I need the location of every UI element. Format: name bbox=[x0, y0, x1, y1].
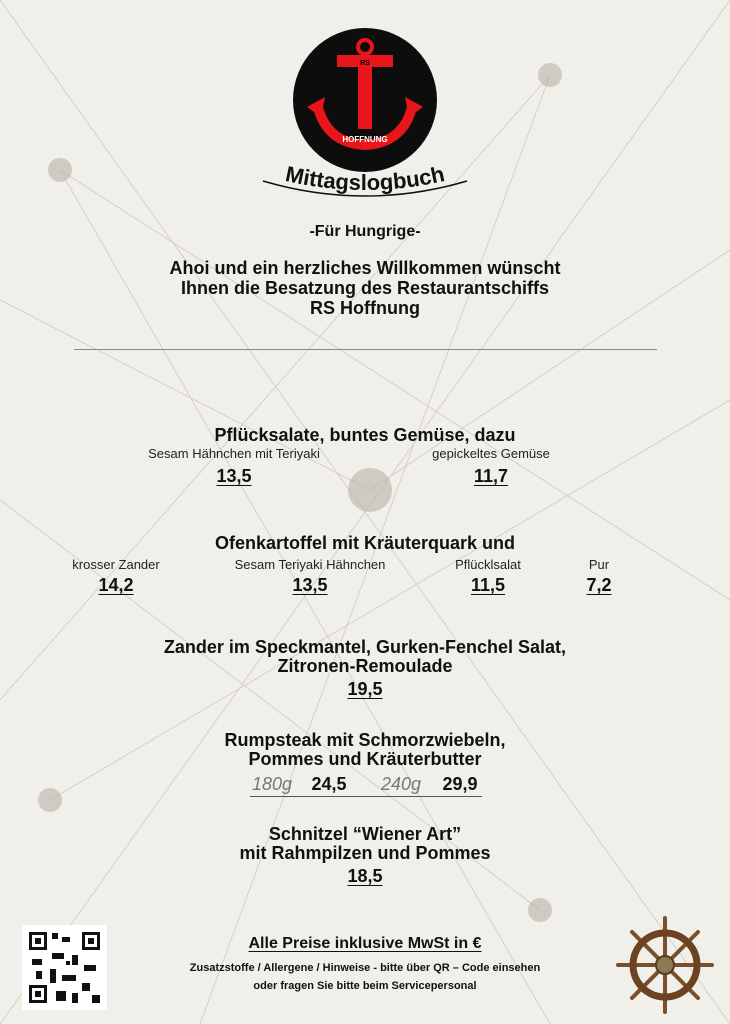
option-price: 13,5 bbox=[216, 466, 252, 486]
vat-notice: Alle Preise inklusive MwSt in € bbox=[248, 935, 482, 952]
option-price: 29,9 bbox=[442, 774, 478, 794]
menu-title: Mittagslogbuch bbox=[283, 161, 447, 196]
dish-price: 19,5 bbox=[347, 679, 383, 699]
dish-price: 18,5 bbox=[347, 866, 383, 886]
divider bbox=[74, 349, 657, 350]
section-zander-title: Zander im Speckmantel, Gurken-Fenchel Salat, Zitronen-Remoulade bbox=[163, 637, 567, 676]
option-price: 13,5 bbox=[292, 575, 328, 595]
option-price: 7,2 bbox=[586, 575, 612, 595]
option-label: gepickeltes Gemüse bbox=[432, 446, 550, 461]
svg-text:HOFFNUNG: HOFFNUNG bbox=[342, 135, 388, 144]
compass-rose-icon bbox=[348, 468, 392, 512]
weight-option: 180g bbox=[251, 774, 293, 794]
option-label: Sesam Hähnchen mit Teriyaki bbox=[148, 446, 320, 461]
option-label: Sesam Teriyaki Hähnchen bbox=[234, 557, 386, 572]
option-price: 14,2 bbox=[98, 575, 134, 595]
tagline: -Für Hungrige- bbox=[309, 223, 421, 240]
section-salads-title: Pflücksalate, buntes Gemüse, dazu bbox=[214, 425, 516, 445]
option-label: Pflücklsalat bbox=[455, 557, 521, 572]
service-note: oder fragen Sie bitte beim Servicepersonal bbox=[253, 980, 477, 992]
option-price: 24,5 bbox=[311, 774, 347, 794]
allergen-note: Zusatzstoffe / Allergene / Hinweise - bitte über QR – Code einsehen bbox=[189, 962, 541, 974]
section-schnitzel-title: Schnitzel “Wiener Art” mit Rahmpilzen und Pommes bbox=[239, 824, 491, 863]
option-label: krosser Zander bbox=[72, 557, 160, 572]
logo bbox=[255, 25, 475, 205]
section-rumpsteak-title: Rumpsteak mit Schmorzwiebeln, Pommes und Kräuterbutter bbox=[224, 730, 506, 769]
section-potato-title: Ofenkartoffel mit Kräuterquark und bbox=[214, 533, 516, 553]
welcome-text: Ahoi und ein herzliches Willkommen wünscht Ihnen die Besatzung des Restaurantschiffs RS Hoffnung bbox=[169, 258, 561, 318]
option-label: Pur bbox=[588, 557, 610, 572]
option-price: 11,7 bbox=[473, 466, 509, 486]
option-price: 11,5 bbox=[470, 575, 506, 595]
svg-text:RS: RS bbox=[360, 60, 370, 67]
weights-underline bbox=[250, 796, 482, 797]
weight-option: 240g bbox=[380, 774, 422, 794]
ships-wheel-icon bbox=[615, 915, 715, 1020]
